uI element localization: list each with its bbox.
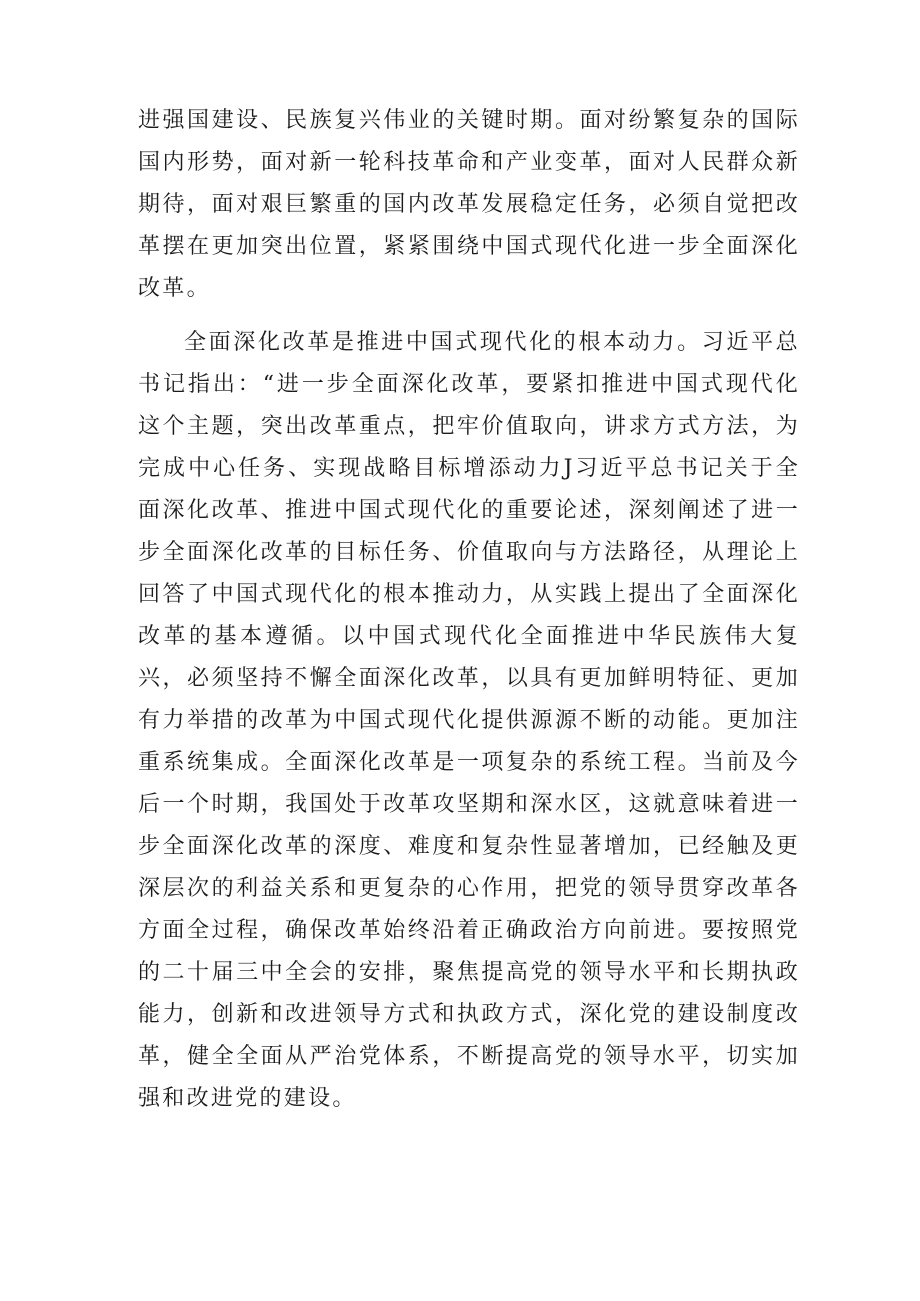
paragraph-1: 进强国建设、民族复兴伟业的关键时期。面对纷繁复杂的国际国内形势，面对新一轮科技革命和产业变革，面对人民群众新期待，面对艰巨繁重的国内改革发展稳定任务，必须自觉把改革摆在更加突出位置，紧紧围绕中国式现代化进一步全面深化改革。 [138, 108, 800, 301]
paragraph-2: 全面深化改革是推进中国式现代化的根本动力。习近平总书记指出：“进一步全面深化改革，要紧扣推进中国式现代化这个主题，突出改革重点，把牢价值取向，讲求方式方法，为完成中心任务、实现战略目标增添动力J习近平总书记关于全面深化改革、推进中国式现代化的重要论述，深刻阐述了进一步全面深化改革的目标任务、价值取向与方法路径，从理论上回答了中国式现代化的根本推动力，从实践上提出了全面深化改革的基本遵循。以中国式现代化全面推进中华民族伟大复兴，必须坚持不懈全面深化改革，以具有更加鲜明特征、更加有力举措的改革为中国式现代化提供源源不断的动能。更加注重系统集成。全面深化改革是一项复杂的系统工程。当前及今后一个时期，我国处于改革攻坚期和深水区，这就意味着进一步全面深化改革的深度、难度和复杂性显著增加，已经触及更深层次的利益关系和更复杂的心作用，把党的领导贯穿改革各方面全过程，确保改革始终沿着正确政治方向前进。要按照党的二十届三中全会的安排，聚焦提高党的领导水平和长期执政能力，创新和改进领导方式和执政方式，深化党的建设制度改革，健全全面从严治党体系，不断提高党的领导水平，切实加强和改进党的建设。 [138, 330, 800, 1111]
